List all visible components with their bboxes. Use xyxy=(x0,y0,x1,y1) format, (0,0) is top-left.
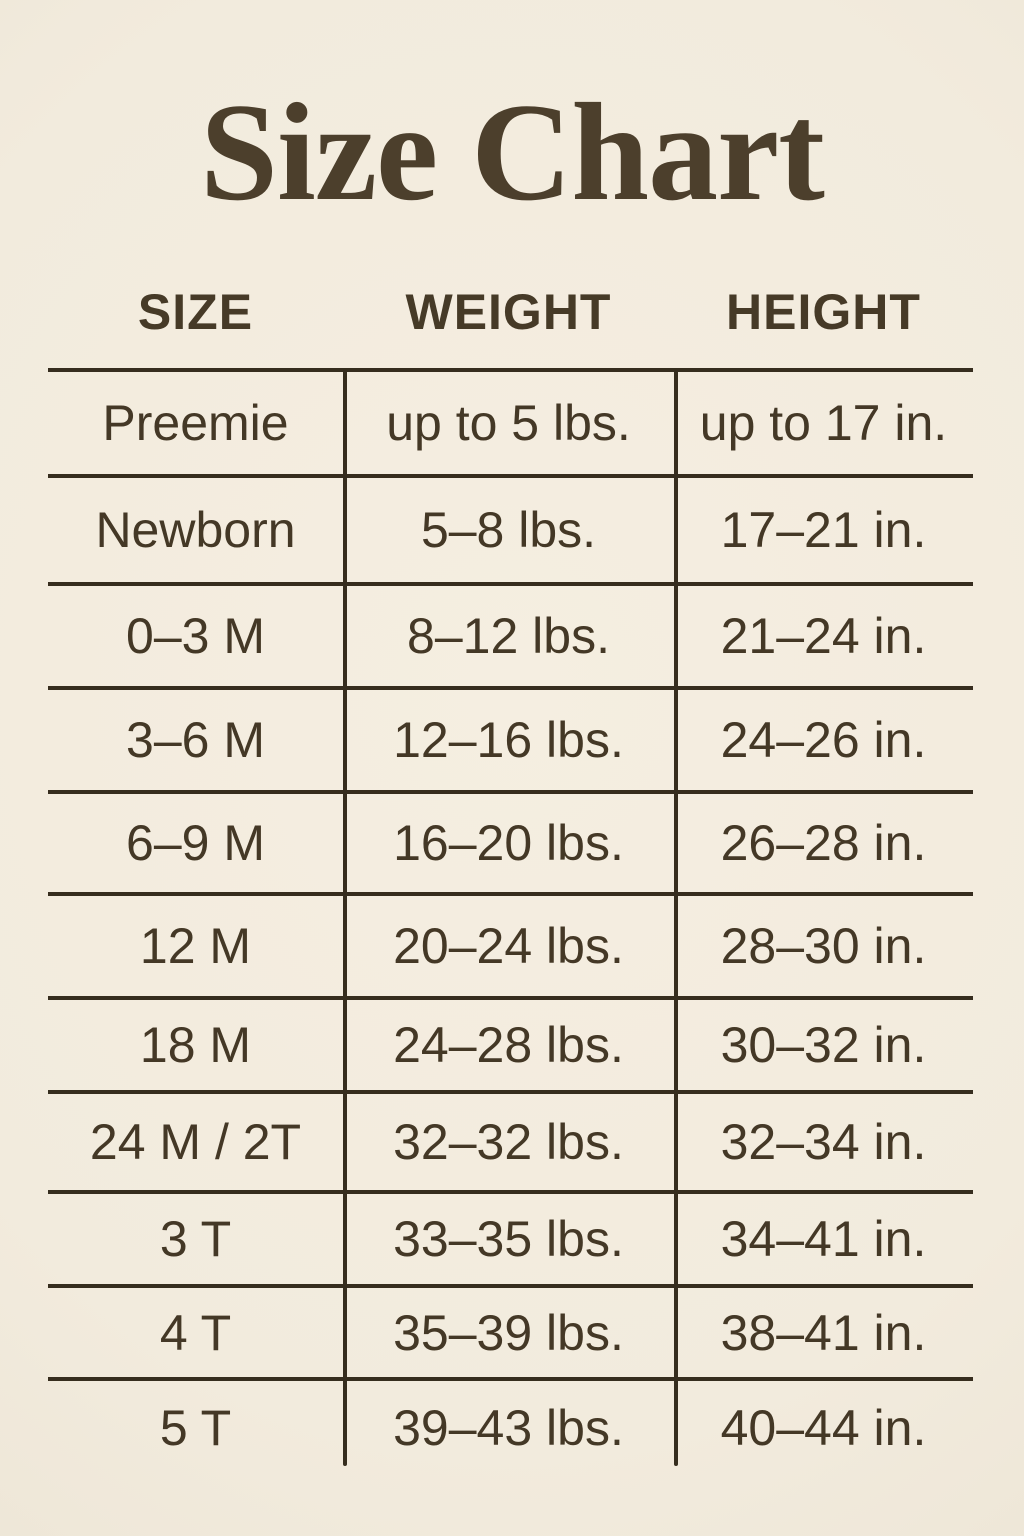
size-cell: Preemie xyxy=(102,395,289,451)
table-row-24m-2t xyxy=(48,1094,973,1194)
column-divider-2 xyxy=(674,370,678,1466)
table-header-row xyxy=(48,262,973,362)
weight-cell: 12–16 lbs. xyxy=(393,712,624,768)
height-cell: 26–28 in. xyxy=(720,815,927,871)
size-cell: 6–9 M xyxy=(126,815,265,871)
weight-cell: up to 5 lbs. xyxy=(386,395,631,451)
column-header-size: SIZE xyxy=(137,284,254,340)
weight-cell: 35–39 lbs. xyxy=(393,1304,624,1361)
size-cell: 3 T xyxy=(159,1211,232,1267)
height-cell: 38–41 in. xyxy=(720,1304,927,1361)
height-cell: 32–34 in. xyxy=(720,1114,927,1170)
height-cell: 17–21 in. xyxy=(720,502,927,558)
size-cell: 5 T xyxy=(159,1399,232,1456)
size-cell: 24 M / 2T xyxy=(89,1114,302,1170)
height-cell: up to 17 in. xyxy=(699,395,948,451)
weight-cell: 39–43 lbs. xyxy=(393,1399,624,1456)
table-row-12m xyxy=(48,896,973,1000)
height-cell: 40–44 in. xyxy=(720,1399,927,1456)
column-header-weight: WEIGHT xyxy=(405,284,612,340)
table-row-6-9m xyxy=(48,794,973,896)
height-cell: 30–32 in. xyxy=(720,1017,927,1073)
size-cell: Newborn xyxy=(95,502,296,558)
height-cell: 21–24 in. xyxy=(720,608,927,664)
size-cell: 0–3 M xyxy=(126,608,265,664)
weight-cell: 24–28 lbs. xyxy=(393,1017,624,1073)
weight-cell: 20–24 lbs. xyxy=(393,918,624,974)
size-cell: 18 M xyxy=(139,1017,252,1073)
size-cell: 3–6 M xyxy=(126,712,265,768)
table-row-5t xyxy=(48,1381,973,1474)
table-row-preemie xyxy=(48,372,973,478)
table-row-0-3m xyxy=(48,586,973,690)
column-header-height: HEIGHT xyxy=(726,284,921,340)
size-chart-table xyxy=(48,368,973,1474)
height-cell: 28–30 in. xyxy=(720,918,927,974)
weight-cell: 5–8 lbs. xyxy=(420,502,597,558)
height-cell: 24–26 in. xyxy=(720,712,927,768)
page-title: Size Chart xyxy=(200,75,824,230)
table-row-3-6m xyxy=(48,690,973,794)
weight-cell: 8–12 lbs. xyxy=(407,608,610,664)
table-row-18m xyxy=(48,1000,973,1094)
weight-cell: 33–35 lbs. xyxy=(393,1211,624,1267)
table-row-3t xyxy=(48,1194,973,1288)
weight-cell: 32–32 lbs. xyxy=(393,1114,624,1170)
weight-cell: 16–20 lbs. xyxy=(393,815,624,871)
size-cell: 12 M xyxy=(139,918,252,974)
table-row-newborn xyxy=(48,478,973,586)
table-row-4t xyxy=(48,1288,973,1381)
height-cell: 34–41 in. xyxy=(720,1211,927,1267)
column-divider-1 xyxy=(343,370,347,1466)
size-cell: 4 T xyxy=(159,1304,232,1361)
